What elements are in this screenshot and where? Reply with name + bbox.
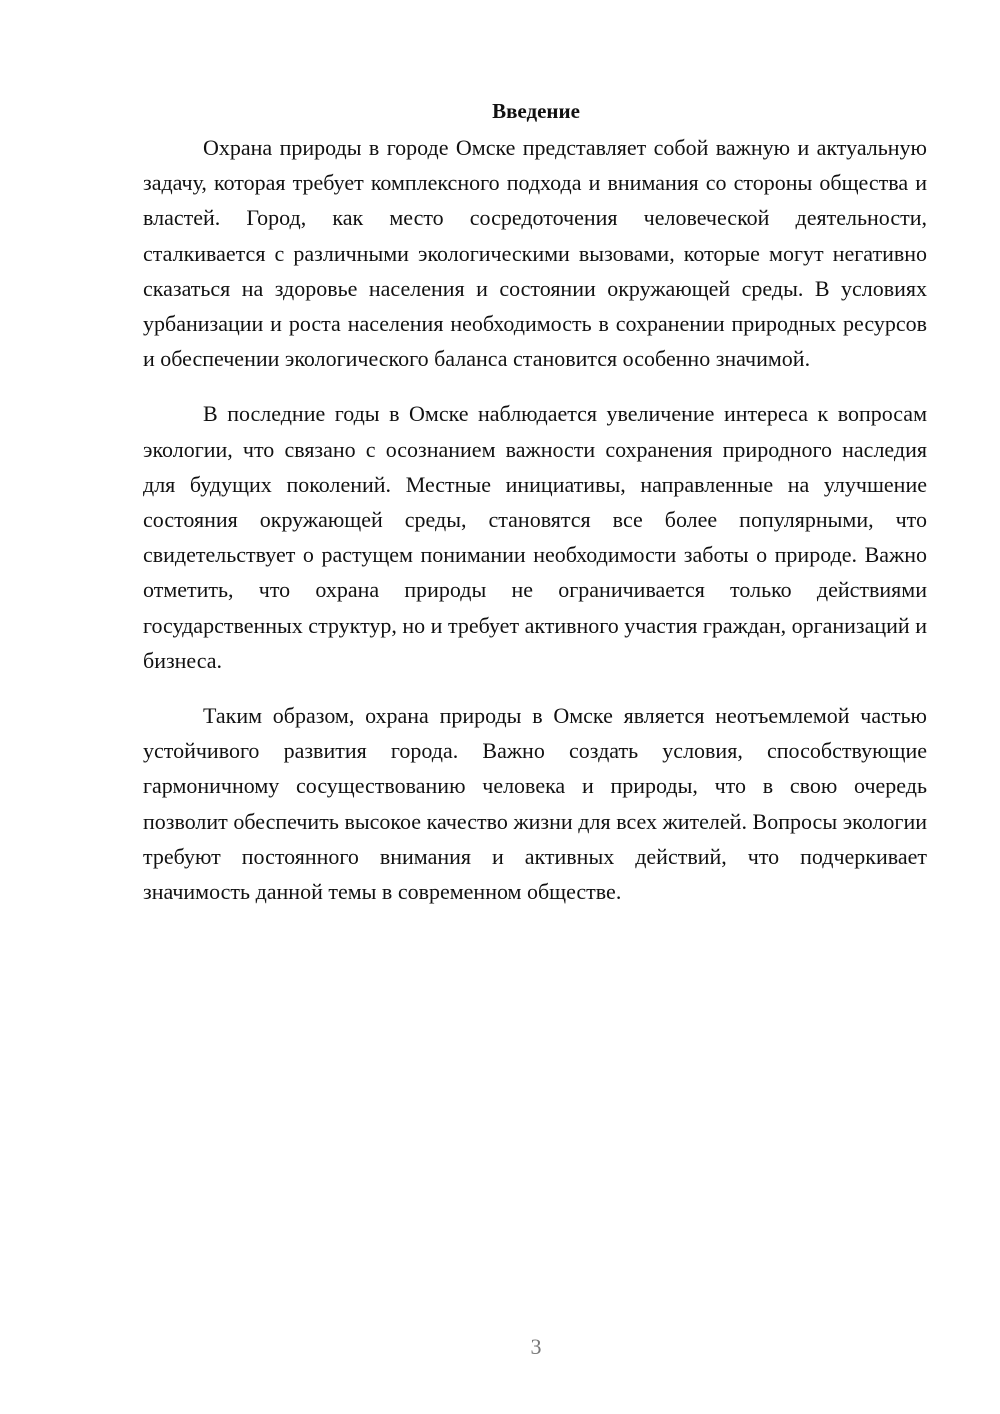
paragraph-3: Таким образом, охрана природы в Омске является неотъемлемой частью устойчивого развития города. Важно создать условия, способствующие гармоничному сосуществованию человека и природы, что в свою очередь позволит обеспечить высокое качество жизни для всех жителей. Вопросы экологии требуют постоянного внимания и активных действий, что подчеркивает значимость данной темы в современном обществе. [143,703,927,905]
paragraph-1: Охрана природы в городе Омске представляет собой важную и актуальную задачу, которая требует комплексного подхода и внимания со стороны общества и властей. Город, как место сосредоточения человеческой деятельности, сталкивается с различными экологическими вызовами, которые могут негативно сказаться на здоровье населения и состоянии окружающей среды. В условиях урбанизации и роста населения необходимость в сохранении природных ресурсов и обеспечении экологического баланса становится особенно значимой. [143,135,927,372]
section-title: Введение [492,99,580,123]
paragraph-2: В последние годы в Омске наблюдается увеличение интереса к вопросам экологии, что связано с осознанием важности сохранения природного наследия для будущих поколений. Местные инициативы, направленные на улучшение состояния окружающей среды, становятся все более популярными, что свидетельствует о растущем понимании необходимости заботы о природе. Важно отметить, что охрана природы не ограничивается только действиями государственных структур, но и требует активного участия граждан, организаций и бизнеса. [143,401,927,673]
page-number: 3 [530,1334,542,1359]
page-content [143,96,927,929]
